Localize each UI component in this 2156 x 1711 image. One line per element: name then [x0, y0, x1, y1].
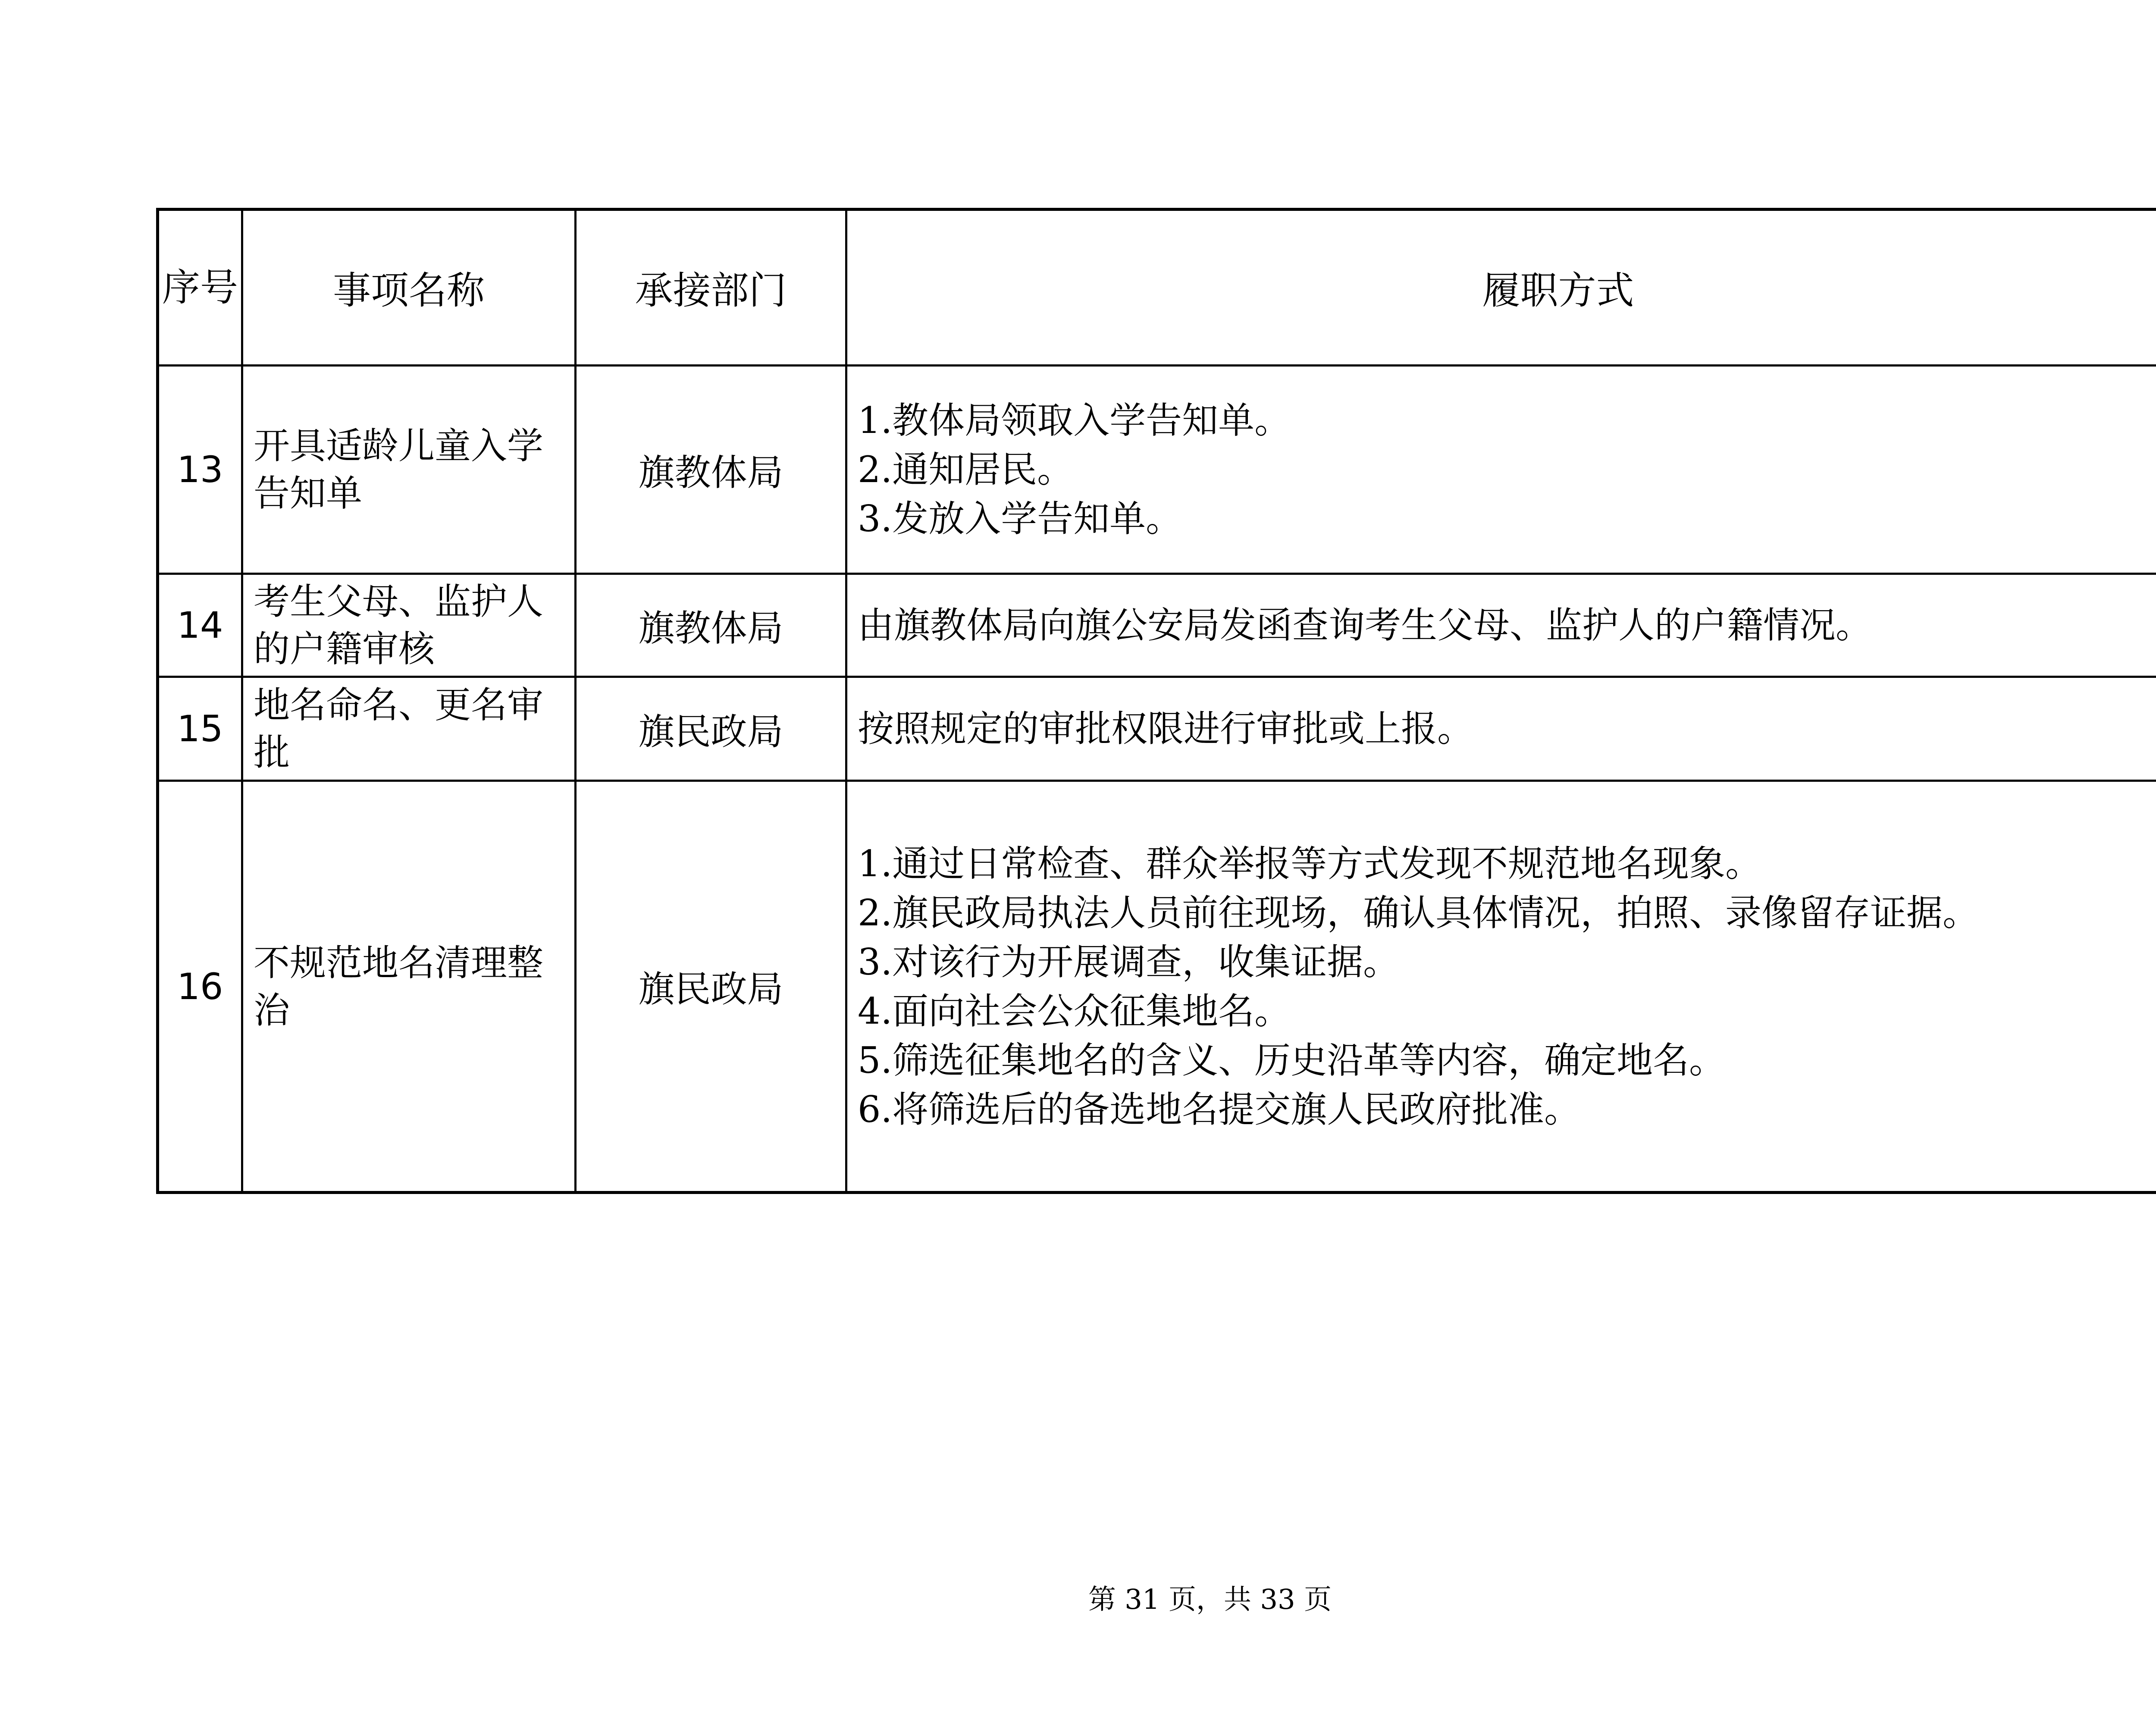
method-step: 1.通过日常检查、群众举报等方式发现不规范地名现象。 [858, 842, 1762, 885]
page-footer: 第 31 页，共 33 页 [1088, 1584, 1332, 1616]
row-item-name: 地名命名、更名审批 [242, 677, 576, 781]
table-header-row [158, 210, 2156, 366]
header-department: 承接部门 [576, 210, 846, 366]
row-department: 旗民政局 [576, 781, 846, 1193]
row-method [846, 574, 2156, 677]
method-step: 由旗教体局向旗公安局发函查询考生父母、监护人的户籍情况。 [858, 604, 1872, 646]
method-step: 按照规定的审批权限进行审批或上报。 [858, 708, 1474, 750]
method-step: 6.将筛选后的备选地名提交旗人民政府批准。 [858, 1088, 1581, 1131]
method-step: 3.对该行为开展调查，收集证据。 [858, 940, 1400, 983]
table-row [158, 366, 2156, 574]
table-row [158, 574, 2156, 677]
method-step: 2.旗民政局执法人员前往现场，确认具体情况，拍照、录像留存证据。 [858, 891, 1979, 934]
row-method [846, 677, 2156, 781]
row-seq: 13 [158, 366, 242, 574]
row-department: 旗教体局 [576, 366, 846, 574]
row-method [846, 781, 2156, 1193]
table-row [158, 781, 2156, 1193]
row-method [846, 366, 2156, 574]
header-method: 履职方式 [846, 210, 2156, 366]
row-seq: 14 [158, 574, 242, 677]
method-step: 2.通知居民。 [858, 448, 1074, 491]
duty-table [156, 208, 2156, 1194]
method-step: 1.教体局领取入学告知单。 [858, 399, 1291, 442]
row-item-name: 开具适龄儿童入学告知单 [242, 366, 576, 574]
row-department: 旗民政局 [576, 677, 846, 781]
header-seq: 序号 [158, 210, 242, 366]
row-seq: 16 [158, 781, 242, 1193]
row-department: 旗教体局 [576, 574, 846, 677]
header-item-name: 事项名称 [242, 210, 576, 366]
table-row [158, 677, 2156, 781]
row-item-name: 不规范地名清理整治 [242, 781, 576, 1193]
method-step: 5.筛选征集地名的含义、历史沿革等内容，确定地名。 [858, 1039, 1726, 1081]
method-step: 4.面向社会公众征集地名。 [858, 990, 1291, 1032]
row-item-name: 考生父母、监护人的户籍审核 [242, 574, 576, 677]
row-seq: 15 [158, 677, 242, 781]
method-step: 3.发放入学告知单。 [858, 498, 1182, 540]
